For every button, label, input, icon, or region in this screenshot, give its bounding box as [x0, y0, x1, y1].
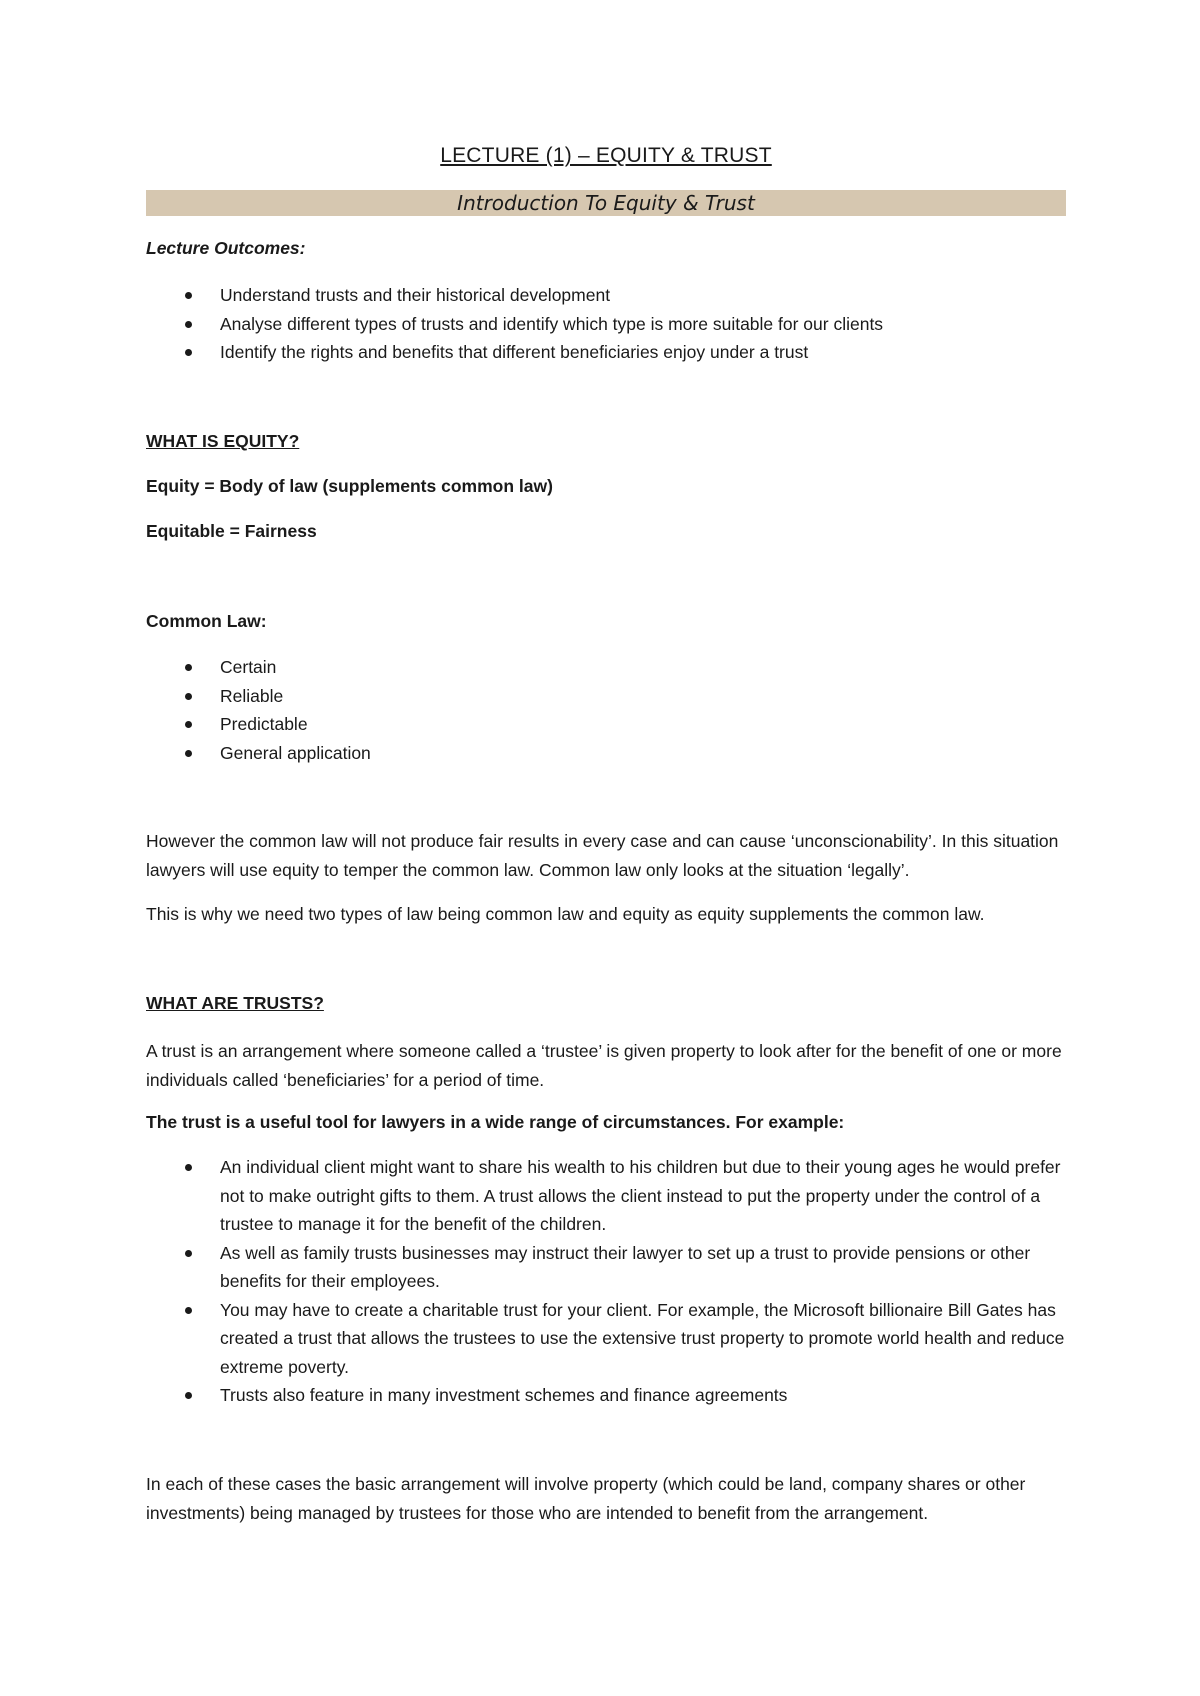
trust-tool-sentence: The trust is a useful tool for lawyers in a wide range of circumstances. For example:: [146, 1112, 845, 1132]
trust-definition: A trust is an arrangement where someone called a ‘trustee’ is given property to look after for the benefit of one or more individuals called ‘beneficiaries’ for a period of time.: [146, 1041, 1062, 1090]
outcomes-list: [146, 281, 1066, 367]
list-item: Predictable: [146, 710, 1066, 739]
list-item: You may have to create a charitable trust for your client. For example, the Microsoft billionaire Bill Gates has created a trust that allows the trustees to use the extensive trust property to promote world health and reduce extreme poverty.: [146, 1296, 1066, 1382]
list-item: Understand trusts and their historical development: [146, 281, 1066, 310]
trust-examples-wrapper: [146, 1153, 1066, 1410]
trusts-heading: WHAT ARE TRUSTS?: [146, 993, 324, 1013]
para-conclusion-wrapper: [146, 1470, 1066, 1528]
page-subtitle: Introduction To Equity & Trust: [146, 190, 1066, 216]
common-law-label: Common Law:: [146, 611, 267, 631]
outcomes-list-wrapper: [146, 281, 1066, 367]
trust-examples-list: [146, 1153, 1066, 1410]
list-item: Certain: [146, 653, 1066, 682]
paragraph-conclusion: In each of these cases the basic arrangement will involve property (which could be land, company shares or other investments) being managed by trustees for those who are intended to benefit from the arrangement.: [146, 1474, 1026, 1523]
list-item: As well as family trusts businesses may instruct their lawyer to set up a trust to provide pensions or other benefits for their employees.: [146, 1239, 1066, 1296]
common-law-list: [146, 653, 1066, 767]
para-two-types-wrapper: [146, 900, 1066, 929]
para-however-wrapper: [146, 827, 1066, 885]
list-item: Analyse different types of trusts and identify which type is more suitable for our clients: [146, 310, 1066, 339]
equitable-definition: Equitable = Fairness: [146, 521, 317, 541]
trust-definition-wrapper: [146, 1037, 1066, 1095]
paragraph-two-types: This is why we need two types of law being common law and equity as equity supplements the common law.: [146, 904, 985, 924]
list-item: An individual client might want to share his wealth to his children but due to their young ages he would prefer not to make outright gifts to them. A trust allows the client instead to put the property under the control of a trustee to manage it for the benefit of the children.: [146, 1153, 1066, 1239]
equity-definition: Equity = Body of law (supplements common law): [146, 476, 553, 496]
outcomes-label: Lecture Outcomes:: [146, 238, 306, 258]
paragraph-unconscionability: However the common law will not produce fair results in every case and can cause ‘unconscionability’. In this situation lawyers will use equity to temper the common law. Common law only looks at the situation ‘legally’.: [146, 831, 1059, 880]
equity-heading: WHAT IS EQUITY?: [146, 431, 300, 451]
list-item: Reliable: [146, 682, 1066, 711]
common-law-list-wrapper: [146, 653, 1066, 767]
page-title: LECTURE (1) – EQUITY & TRUST: [440, 144, 772, 167]
list-item: Identify the rights and benefits that different beneficiaries enjoy under a trust: [146, 338, 1066, 367]
list-item: General application: [146, 739, 1066, 768]
list-item: Trusts also feature in many investment schemes and finance agreements: [146, 1381, 1066, 1410]
